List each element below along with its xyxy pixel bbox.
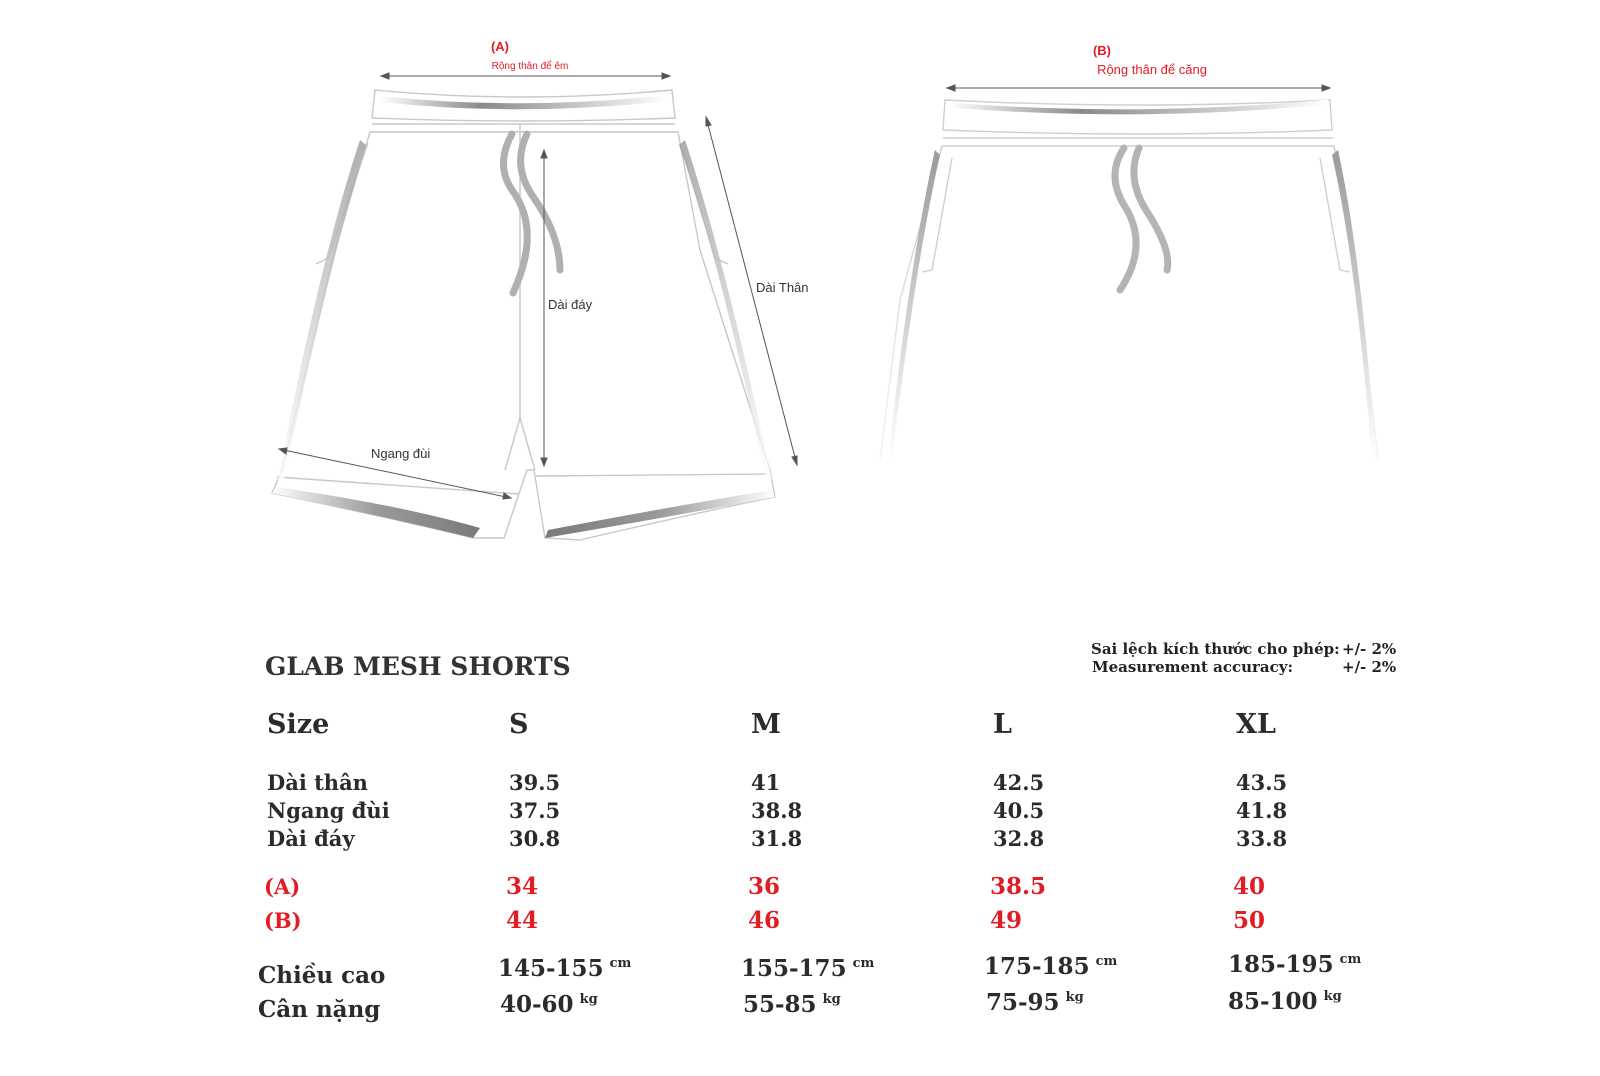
table-cell: 46 bbox=[748, 907, 781, 934]
weight-cell-l: 75-95 $^{kg}$ bbox=[986, 989, 1084, 1016]
row-label-a: (A) bbox=[264, 874, 301, 899]
table-cell: 40 bbox=[1233, 873, 1266, 900]
row-label-height: Chiều cao bbox=[258, 962, 386, 989]
height-cell-xl: 185-195 $^{cm}$ bbox=[1228, 951, 1362, 978]
table-cell: 30.8 bbox=[509, 826, 561, 851]
stretched-right-shading bbox=[1332, 150, 1376, 460]
table-cell: 40.5 bbox=[993, 798, 1045, 823]
size-header-s: S bbox=[509, 709, 529, 740]
size-header-xl: XL bbox=[1236, 709, 1276, 740]
height-cell-s: 145-155 $^{cm}$ bbox=[498, 955, 632, 982]
size-header-label: Size bbox=[267, 709, 330, 740]
label-b-code: (B) bbox=[1092, 43, 1112, 58]
table-cell: 31.8 bbox=[751, 826, 803, 851]
table-cell: 39.5 bbox=[509, 770, 561, 795]
label-thigh: Ngang đùi bbox=[371, 446, 431, 461]
row-label-thigh: Ngang đùi bbox=[267, 798, 390, 823]
row-label-length: Dài thân bbox=[267, 770, 368, 795]
tolerance-en-label: Measurement accuracy: bbox=[1092, 658, 1294, 676]
tolerance-vi-value: +/- 2% bbox=[1342, 640, 1397, 658]
weight-cell-s: 40-60 $^{kg}$ bbox=[500, 991, 598, 1018]
height-cell-l: 175-185 $^{cm}$ bbox=[984, 953, 1118, 980]
product-title: GLAB MESH SHORTS bbox=[265, 652, 571, 681]
table-cell: 33.8 bbox=[1236, 826, 1288, 851]
tolerance-vi-label: Sai lệch kích thước cho phép: bbox=[1091, 640, 1340, 658]
row-label-b: (B) bbox=[264, 908, 302, 933]
row-label-rise: Dài đáy bbox=[267, 826, 355, 851]
height-cell-m: 155-175 $^{cm}$ bbox=[741, 955, 875, 982]
table-cell: 38.5 bbox=[990, 873, 1047, 900]
weight-cell-m: 55-85 $^{kg}$ bbox=[743, 991, 841, 1018]
table-cell: 37.5 bbox=[509, 798, 561, 823]
measurement-line-b bbox=[947, 85, 1330, 91]
table-cell: 36 bbox=[748, 873, 781, 900]
table-cell: 41.8 bbox=[1236, 798, 1288, 823]
label-length: Dài Thân bbox=[756, 280, 809, 295]
label-b-text: Rộng thân để căng bbox=[1097, 62, 1207, 77]
table-cell: 50 bbox=[1233, 907, 1266, 934]
size-header-l: L bbox=[993, 709, 1012, 740]
table-cell: 32.8 bbox=[993, 826, 1045, 851]
table-cell: 44 bbox=[506, 907, 539, 934]
table-cell: 43.5 bbox=[1236, 770, 1288, 795]
table-cell: 38.8 bbox=[751, 798, 803, 823]
table-cell: 49 bbox=[990, 907, 1023, 934]
label-rise: Dài đáy bbox=[548, 297, 593, 312]
tolerance-en-value: +/- 2% bbox=[1342, 658, 1397, 676]
table-cell: 41 bbox=[751, 770, 781, 795]
size-header-m: M bbox=[751, 709, 781, 740]
weight-cell-xl: 85-100 $^{kg}$ bbox=[1228, 988, 1342, 1015]
table-cell: 42.5 bbox=[993, 770, 1045, 795]
stretched-left-shading bbox=[888, 150, 940, 460]
label-a-code: (A) bbox=[490, 39, 510, 54]
label-a-text: Rộng thân để êm bbox=[491, 61, 569, 72]
row-label-weight: Cân nặng bbox=[258, 996, 381, 1023]
table-cell: 34 bbox=[506, 873, 539, 900]
